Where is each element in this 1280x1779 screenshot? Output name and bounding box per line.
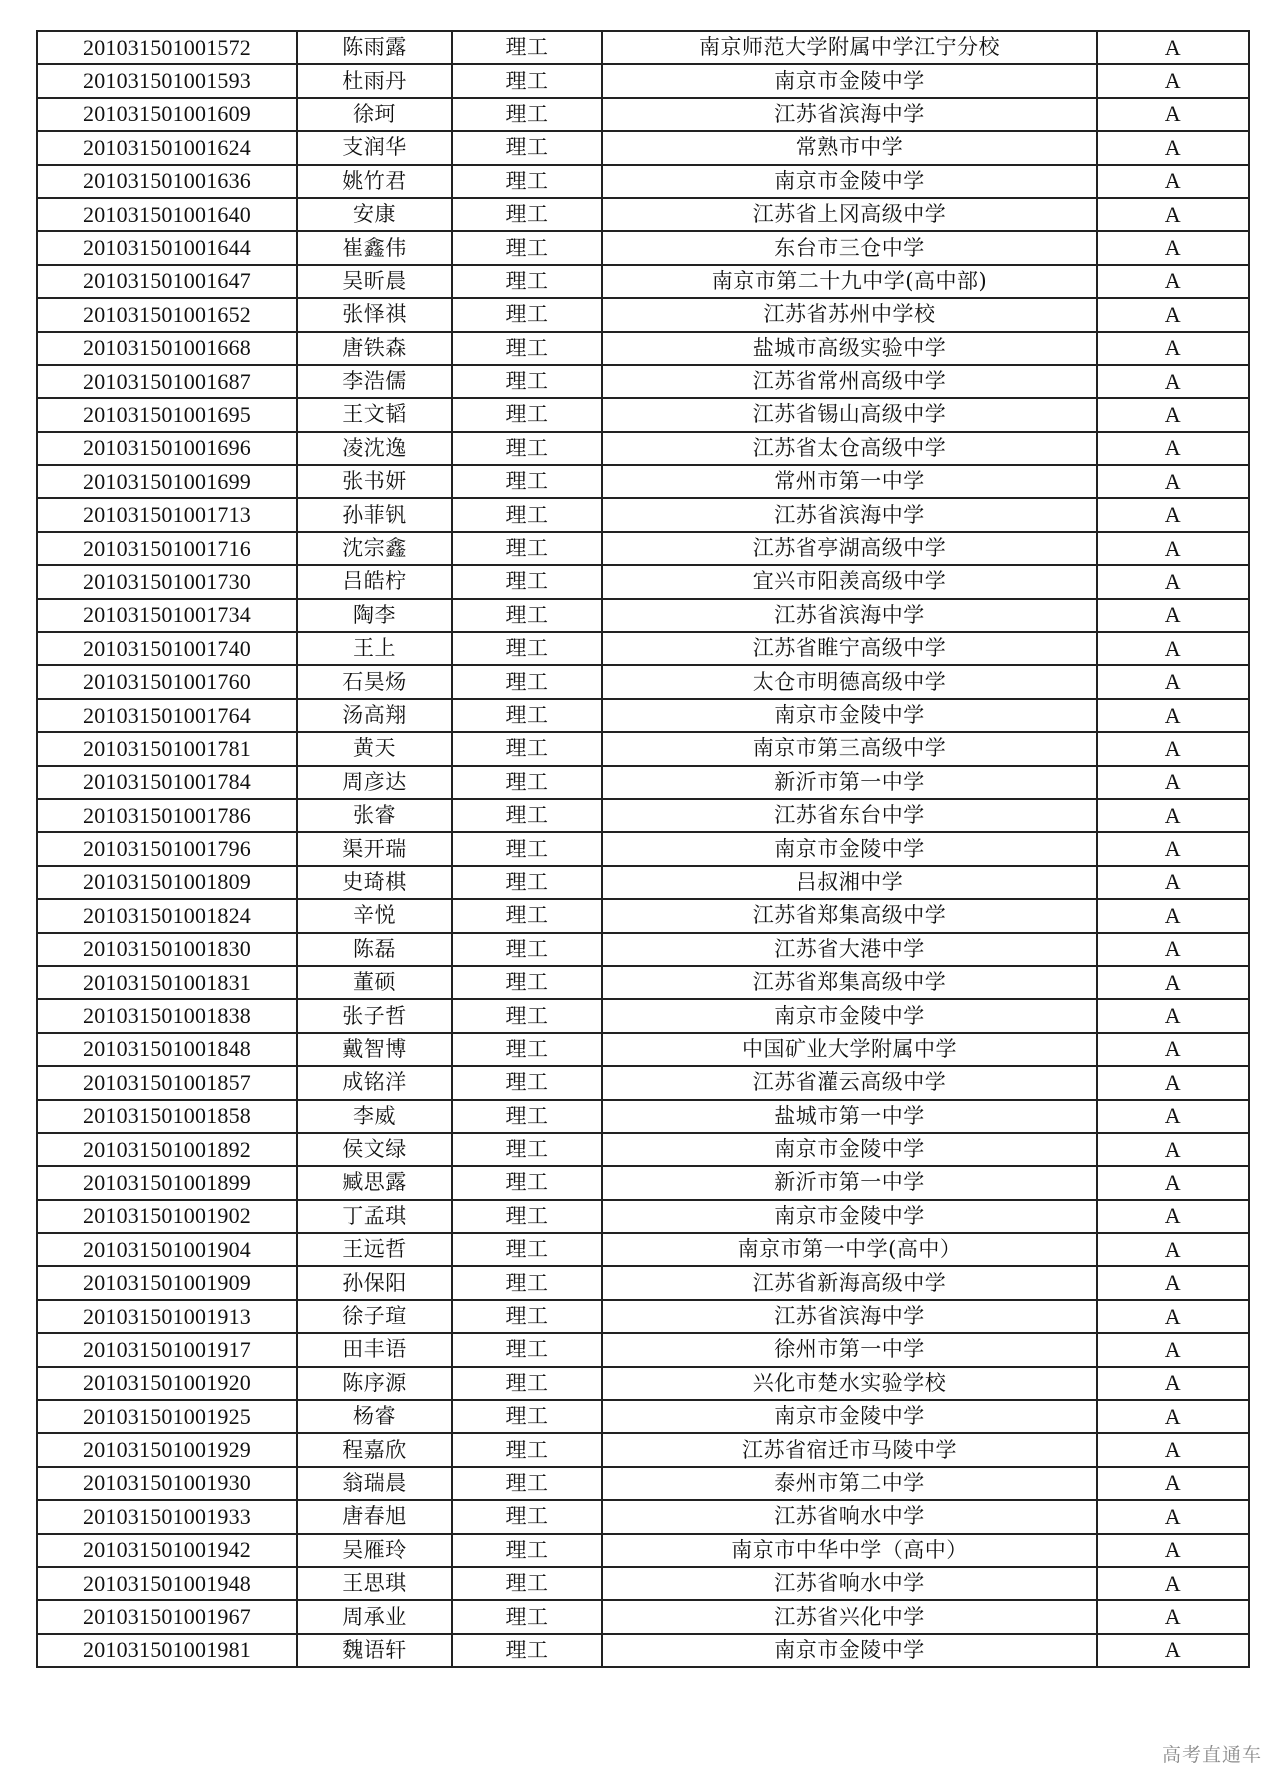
category-cell: 理工: [452, 966, 602, 999]
category-cell: 理工: [452, 632, 602, 665]
school-cell: 徐州市第一中学: [602, 1333, 1097, 1366]
category-cell: 理工: [452, 1100, 602, 1133]
student-name-cell: 陈磊: [297, 933, 452, 966]
student-id-cell: 201031501001930: [37, 1467, 297, 1500]
grade-cell: A: [1097, 1066, 1249, 1099]
category-cell: 理工: [452, 31, 602, 64]
table-row: [37, 999, 1249, 1032]
student-name-cell: 杨睿: [297, 1400, 452, 1433]
grade-cell: A: [1097, 799, 1249, 832]
school-cell: 江苏省大港中学: [602, 933, 1097, 966]
category-cell: 理工: [452, 1233, 602, 1266]
student-name-cell: 陈雨露: [297, 31, 452, 64]
category-cell: 理工: [452, 1066, 602, 1099]
grade-cell: A: [1097, 1300, 1249, 1333]
student-name-cell: 王思琪: [297, 1567, 452, 1600]
student-id-cell: 201031501001929: [37, 1433, 297, 1466]
table-row: [37, 1333, 1249, 1366]
grade-cell: A: [1097, 532, 1249, 565]
school-cell: 江苏省苏州中学校: [602, 298, 1097, 331]
category-cell: 理工: [452, 1634, 602, 1667]
table-row: [37, 298, 1249, 331]
school-cell: 南京市第三高级中学: [602, 732, 1097, 765]
student-id-cell: 201031501001716: [37, 532, 297, 565]
grade-cell: A: [1097, 498, 1249, 531]
student-id-cell: 201031501001902: [37, 1200, 297, 1233]
category-cell: 理工: [452, 498, 602, 531]
school-cell: 南京市金陵中学: [602, 165, 1097, 198]
table-row: [37, 165, 1249, 198]
school-cell: 江苏省亭湖高级中学: [602, 532, 1097, 565]
student-name-cell: 张子哲: [297, 999, 452, 1032]
student-id-cell: 201031501001652: [37, 298, 297, 331]
category-cell: 理工: [452, 766, 602, 799]
table-row: [37, 231, 1249, 264]
student-name-cell: 王文韬: [297, 398, 452, 431]
category-cell: 理工: [452, 899, 602, 932]
school-cell: 东台市三仓中学: [602, 231, 1097, 264]
table-row: [37, 498, 1249, 531]
table-row: [37, 1433, 1249, 1466]
category-cell: 理工: [452, 1467, 602, 1500]
grade-cell: A: [1097, 933, 1249, 966]
school-cell: 江苏省郑集高级中学: [602, 966, 1097, 999]
category-cell: 理工: [452, 265, 602, 298]
student-name-cell: 孙菲钒: [297, 498, 452, 531]
table-row: [37, 766, 1249, 799]
category-cell: 理工: [452, 1400, 602, 1433]
category-cell: 理工: [452, 933, 602, 966]
school-cell: 江苏省郑集高级中学: [602, 899, 1097, 932]
student-name-cell: 汤高翔: [297, 699, 452, 732]
table-row: [37, 1567, 1249, 1600]
school-cell: 江苏省滨海中学: [602, 98, 1097, 131]
table-row: [37, 265, 1249, 298]
table-row: [37, 1600, 1249, 1633]
category-cell: 理工: [452, 532, 602, 565]
student-id-cell: 201031501001892: [37, 1133, 297, 1166]
school-cell: 南京市中华中学（高中）: [602, 1534, 1097, 1567]
grade-cell: A: [1097, 1600, 1249, 1633]
student-name-cell: 成铭洋: [297, 1066, 452, 1099]
table-row: [37, 966, 1249, 999]
grade-cell: A: [1097, 599, 1249, 632]
table-row: [37, 532, 1249, 565]
student-name-cell: 吴雁玲: [297, 1534, 452, 1567]
category-cell: 理工: [452, 432, 602, 465]
grade-cell: A: [1097, 866, 1249, 899]
category-cell: 理工: [452, 599, 602, 632]
student-id-cell: 201031501001981: [37, 1634, 297, 1667]
student-id-cell: 201031501001730: [37, 565, 297, 598]
student-name-cell: 安康: [297, 198, 452, 231]
grade-cell: A: [1097, 1534, 1249, 1567]
category-cell: 理工: [452, 298, 602, 331]
grade-cell: A: [1097, 1233, 1249, 1266]
table-row: [37, 1133, 1249, 1166]
category-cell: 理工: [452, 1266, 602, 1299]
category-cell: 理工: [452, 565, 602, 598]
category-cell: 理工: [452, 465, 602, 498]
school-cell: 南京市金陵中学: [602, 64, 1097, 97]
school-cell: 吕叔湘中学: [602, 866, 1097, 899]
table-row: [37, 131, 1249, 164]
grade-cell: A: [1097, 1333, 1249, 1366]
grade-cell: A: [1097, 131, 1249, 164]
school-cell: 江苏省兴化中学: [602, 1600, 1097, 1633]
student-id-cell: 201031501001858: [37, 1100, 297, 1133]
table-row: [37, 699, 1249, 732]
school-cell: 南京市金陵中学: [602, 1400, 1097, 1433]
student-id-cell: 201031501001668: [37, 332, 297, 365]
school-cell: 江苏省东台中学: [602, 799, 1097, 832]
student-id-cell: 201031501001609: [37, 98, 297, 131]
table-row: [37, 398, 1249, 431]
category-cell: 理工: [452, 999, 602, 1032]
table-row: [37, 1100, 1249, 1133]
table-row: [37, 1300, 1249, 1333]
student-name-cell: 张睿: [297, 799, 452, 832]
school-cell: 江苏省响水中学: [602, 1567, 1097, 1600]
category-cell: 理工: [452, 665, 602, 698]
table-row: [37, 832, 1249, 865]
student-id-cell: 201031501001857: [37, 1066, 297, 1099]
student-id-cell: 201031501001909: [37, 1266, 297, 1299]
table-row: [37, 64, 1249, 97]
grade-cell: A: [1097, 699, 1249, 732]
category-cell: 理工: [452, 1333, 602, 1366]
student-id-cell: 201031501001967: [37, 1600, 297, 1633]
category-cell: 理工: [452, 332, 602, 365]
student-name-cell: 程嘉欣: [297, 1433, 452, 1466]
grade-cell: A: [1097, 1367, 1249, 1400]
student-name-cell: 徐珂: [297, 98, 452, 131]
school-cell: 江苏省宿迁市马陵中学: [602, 1433, 1097, 1466]
school-cell: 江苏省滨海中学: [602, 1300, 1097, 1333]
school-cell: 常州市第一中学: [602, 465, 1097, 498]
grade-cell: A: [1097, 332, 1249, 365]
grade-cell: A: [1097, 1467, 1249, 1500]
school-cell: 江苏省灌云高级中学: [602, 1066, 1097, 1099]
student-id-cell: 201031501001838: [37, 999, 297, 1032]
table-row: [37, 98, 1249, 131]
grade-cell: A: [1097, 832, 1249, 865]
student-id-cell: 201031501001917: [37, 1333, 297, 1366]
student-id-cell: 201031501001831: [37, 966, 297, 999]
student-id-cell: 201031501001904: [37, 1233, 297, 1266]
school-cell: 中国矿业大学附属中学: [602, 1033, 1097, 1066]
school-cell: 南京市金陵中学: [602, 999, 1097, 1032]
table-row: [37, 465, 1249, 498]
category-cell: 理工: [452, 1367, 602, 1400]
school-cell: 江苏省新海高级中学: [602, 1266, 1097, 1299]
school-cell: 兴化市楚水实验学校: [602, 1367, 1097, 1400]
student-id-cell: 201031501001948: [37, 1567, 297, 1600]
school-cell: 南京市金陵中学: [602, 1200, 1097, 1233]
grade-cell: A: [1097, 899, 1249, 932]
student-id-cell: 201031501001713: [37, 498, 297, 531]
category-cell: 理工: [452, 398, 602, 431]
category-cell: 理工: [452, 231, 602, 264]
table-row: [37, 933, 1249, 966]
student-name-cell: 张怿祺: [297, 298, 452, 331]
student-name-cell: 陈序源: [297, 1367, 452, 1400]
grade-cell: A: [1097, 1133, 1249, 1166]
grade-cell: A: [1097, 632, 1249, 665]
school-cell: 常熟市中学: [602, 131, 1097, 164]
category-cell: 理工: [452, 799, 602, 832]
student-name-cell: 黄天: [297, 732, 452, 765]
student-id-cell: 201031501001764: [37, 699, 297, 732]
category-cell: 理工: [452, 1166, 602, 1199]
school-cell: 江苏省滨海中学: [602, 498, 1097, 531]
student-id-cell: 201031501001942: [37, 1534, 297, 1567]
student-name-cell: 陶李: [297, 599, 452, 632]
table-row: [37, 1467, 1249, 1500]
school-cell: 南京市金陵中学: [602, 832, 1097, 865]
table-row: [37, 1033, 1249, 1066]
student-id-cell: 201031501001696: [37, 432, 297, 465]
grade-cell: A: [1097, 1400, 1249, 1433]
school-cell: 南京师范大学附属中学江宁分校: [602, 31, 1097, 64]
student-id-cell: 201031501001734: [37, 599, 297, 632]
student-name-cell: 支润华: [297, 131, 452, 164]
category-cell: 理工: [452, 1567, 602, 1600]
table-row: [37, 1066, 1249, 1099]
school-cell: 宜兴市阳羡高级中学: [602, 565, 1097, 598]
table-row: [37, 732, 1249, 765]
category-cell: 理工: [452, 832, 602, 865]
student-name-cell: 田丰语: [297, 1333, 452, 1366]
student-id-cell: 201031501001899: [37, 1166, 297, 1199]
student-id-cell: 201031501001784: [37, 766, 297, 799]
category-cell: 理工: [452, 1500, 602, 1533]
student-name-cell: 王上: [297, 632, 452, 665]
table-row: [37, 1500, 1249, 1533]
student-id-cell: 201031501001786: [37, 799, 297, 832]
grade-cell: A: [1097, 398, 1249, 431]
grade-cell: A: [1097, 1166, 1249, 1199]
category-cell: 理工: [452, 1033, 602, 1066]
student-name-cell: 李浩儒: [297, 365, 452, 398]
student-id-cell: 201031501001848: [37, 1033, 297, 1066]
category-cell: 理工: [452, 165, 602, 198]
table-row: [37, 665, 1249, 698]
grade-cell: A: [1097, 98, 1249, 131]
school-cell: 南京市金陵中学: [602, 1634, 1097, 1667]
table-row: [37, 365, 1249, 398]
grade-cell: A: [1097, 64, 1249, 97]
category-cell: 理工: [452, 365, 602, 398]
table-row: [37, 866, 1249, 899]
school-cell: 太仓市明德高级中学: [602, 665, 1097, 698]
school-cell: 江苏省滨海中学: [602, 599, 1097, 632]
student-name-cell: 凌沈逸: [297, 432, 452, 465]
category-cell: 理工: [452, 1133, 602, 1166]
student-id-cell: 201031501001695: [37, 398, 297, 431]
student-id-cell: 201031501001933: [37, 1500, 297, 1533]
category-cell: 理工: [452, 1600, 602, 1633]
student-name-cell: 戴智博: [297, 1033, 452, 1066]
category-cell: 理工: [452, 1433, 602, 1466]
student-name-cell: 王远哲: [297, 1233, 452, 1266]
student-table: [36, 30, 1250, 1668]
category-cell: 理工: [452, 1200, 602, 1233]
table-body: [37, 31, 1249, 1667]
student-id-cell: 201031501001830: [37, 933, 297, 966]
grade-cell: A: [1097, 432, 1249, 465]
student-name-cell: 吴昕晨: [297, 265, 452, 298]
grade-cell: A: [1097, 1500, 1249, 1533]
student-name-cell: 李威: [297, 1100, 452, 1133]
student-id-cell: 201031501001699: [37, 465, 297, 498]
table-row: [37, 198, 1249, 231]
student-id-cell: 201031501001925: [37, 1400, 297, 1433]
student-name-cell: 吕皓柠: [297, 565, 452, 598]
student-name-cell: 翁瑞晨: [297, 1467, 452, 1500]
school-cell: 江苏省锡山高级中学: [602, 398, 1097, 431]
grade-cell: A: [1097, 999, 1249, 1032]
table-row: [37, 1166, 1249, 1199]
grade-cell: A: [1097, 465, 1249, 498]
student-id-cell: 201031501001593: [37, 64, 297, 97]
student-name-cell: 杜雨丹: [297, 64, 452, 97]
student-id-cell: 201031501001809: [37, 866, 297, 899]
student-id-cell: 201031501001647: [37, 265, 297, 298]
school-cell: 南京市金陵中学: [602, 1133, 1097, 1166]
student-id-cell: 201031501001624: [37, 131, 297, 164]
category-cell: 理工: [452, 64, 602, 97]
school-cell: 南京市第二十九中学(高中部): [602, 265, 1097, 298]
grade-cell: A: [1097, 1200, 1249, 1233]
grade-cell: A: [1097, 165, 1249, 198]
school-cell: 江苏省睢宁高级中学: [602, 632, 1097, 665]
school-cell: 江苏省响水中学: [602, 1500, 1097, 1533]
category-cell: 理工: [452, 699, 602, 732]
category-cell: 理工: [452, 98, 602, 131]
school-cell: 南京市第一中学(高中）: [602, 1233, 1097, 1266]
category-cell: 理工: [452, 866, 602, 899]
student-name-cell: 姚竹君: [297, 165, 452, 198]
school-cell: 江苏省太仓高级中学: [602, 432, 1097, 465]
student-name-cell: 魏语轩: [297, 1634, 452, 1667]
student-id-cell: 201031501001920: [37, 1367, 297, 1400]
table-row: [37, 1233, 1249, 1266]
student-id-cell: 201031501001636: [37, 165, 297, 198]
category-cell: 理工: [452, 1300, 602, 1333]
category-cell: 理工: [452, 198, 602, 231]
category-cell: 理工: [452, 1534, 602, 1567]
student-name-cell: 孙保阳: [297, 1266, 452, 1299]
student-name-cell: 侯文绿: [297, 1133, 452, 1166]
student-name-cell: 周彦达: [297, 766, 452, 799]
grade-cell: A: [1097, 1100, 1249, 1133]
school-cell: 江苏省上冈高级中学: [602, 198, 1097, 231]
student-name-cell: 史琦棋: [297, 866, 452, 899]
grade-cell: A: [1097, 665, 1249, 698]
grade-cell: A: [1097, 1567, 1249, 1600]
table-row: [37, 31, 1249, 64]
school-cell: 新沂市第一中学: [602, 1166, 1097, 1199]
student-name-cell: 董硕: [297, 966, 452, 999]
grade-cell: A: [1097, 198, 1249, 231]
table-row: [37, 332, 1249, 365]
school-cell: 南京市金陵中学: [602, 699, 1097, 732]
grade-cell: A: [1097, 1033, 1249, 1066]
grade-cell: A: [1097, 766, 1249, 799]
student-name-cell: 石昊炀: [297, 665, 452, 698]
grade-cell: A: [1097, 31, 1249, 64]
grade-cell: A: [1097, 1433, 1249, 1466]
student-id-cell: 201031501001913: [37, 1300, 297, 1333]
student-id-cell: 201031501001572: [37, 31, 297, 64]
student-name-cell: 丁孟琪: [297, 1200, 452, 1233]
category-cell: 理工: [452, 131, 602, 164]
grade-cell: A: [1097, 966, 1249, 999]
grade-cell: A: [1097, 732, 1249, 765]
student-name-cell: 臧思露: [297, 1166, 452, 1199]
grade-cell: A: [1097, 365, 1249, 398]
student-name-cell: 渠开瑞: [297, 832, 452, 865]
grade-cell: A: [1097, 565, 1249, 598]
student-name-cell: 辛悦: [297, 899, 452, 932]
category-cell: 理工: [452, 732, 602, 765]
table-row: [37, 1266, 1249, 1299]
student-id-cell: 201031501001824: [37, 899, 297, 932]
table-row: [37, 1534, 1249, 1567]
school-cell: 盐城市高级实验中学: [602, 332, 1097, 365]
table-row: [37, 599, 1249, 632]
school-cell: 新沂市第一中学: [602, 766, 1097, 799]
student-id-cell: 201031501001644: [37, 231, 297, 264]
table-row: [37, 565, 1249, 598]
school-cell: 盐城市第一中学: [602, 1100, 1097, 1133]
student-name-cell: 唐铁森: [297, 332, 452, 365]
grade-cell: A: [1097, 1634, 1249, 1667]
watermark-text: 高考直通车: [1161, 1744, 1262, 1766]
school-cell: 江苏省常州高级中学: [602, 365, 1097, 398]
student-name-cell: 唐春旭: [297, 1500, 452, 1533]
student-id-cell: 201031501001796: [37, 832, 297, 865]
student-id-cell: 201031501001687: [37, 365, 297, 398]
student-id-cell: 201031501001760: [37, 665, 297, 698]
student-id-cell: 201031501001740: [37, 632, 297, 665]
student-name-cell: 崔鑫伟: [297, 231, 452, 264]
table-row: [37, 432, 1249, 465]
student-name-cell: 沈宗鑫: [297, 532, 452, 565]
table-row: [37, 1367, 1249, 1400]
school-cell: 泰州市第二中学: [602, 1467, 1097, 1500]
grade-cell: A: [1097, 265, 1249, 298]
table-row: [37, 899, 1249, 932]
grade-cell: A: [1097, 1266, 1249, 1299]
student-id-cell: 201031501001781: [37, 732, 297, 765]
table-row: [37, 1634, 1249, 1667]
table-row: [37, 1200, 1249, 1233]
table-row: [37, 632, 1249, 665]
grade-cell: A: [1097, 231, 1249, 264]
grade-cell: A: [1097, 298, 1249, 331]
table-row: [37, 1400, 1249, 1433]
student-name-cell: 周承业: [297, 1600, 452, 1633]
student-name-cell: 徐子瑄: [297, 1300, 452, 1333]
table-row: [37, 799, 1249, 832]
student-id-cell: 201031501001640: [37, 198, 297, 231]
student-name-cell: 张书妍: [297, 465, 452, 498]
